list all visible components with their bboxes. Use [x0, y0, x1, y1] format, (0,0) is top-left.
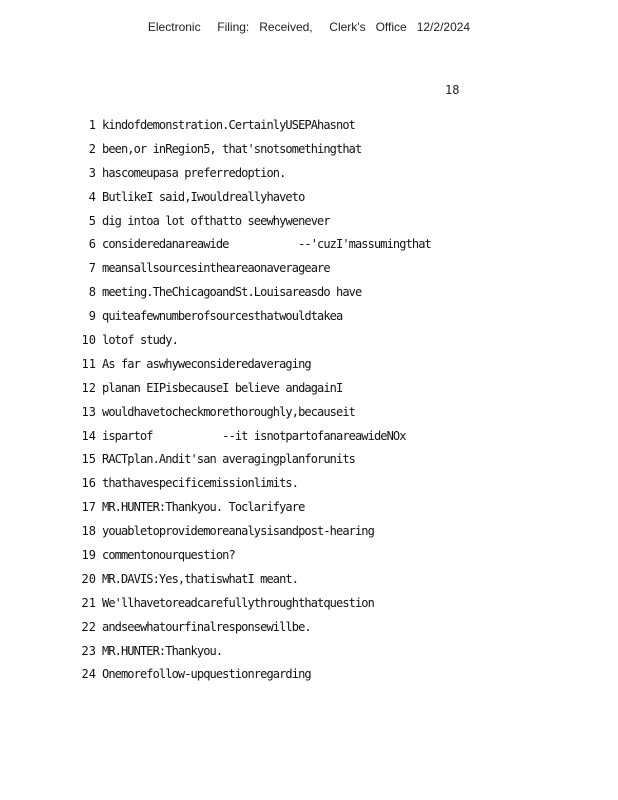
transcript-line	[0, 428, 618, 452]
line-number: 4	[88, 189, 96, 204]
transcript-line	[0, 236, 618, 260]
transcript-line	[0, 380, 618, 404]
filing-stamp-header: Electronic Filing: Received, Clerk's Office 12/2/2024	[147, 20, 471, 34]
line-text: We'llhavetoreadcarefullythroughthatquestion	[102, 595, 374, 610]
transcript-line	[0, 643, 618, 667]
transcript-line	[0, 523, 618, 547]
transcript-line	[0, 284, 618, 308]
line-number: 22	[81, 619, 96, 634]
transcript-line	[0, 189, 618, 213]
transcript-line	[0, 356, 618, 380]
line-number: 2	[88, 141, 96, 156]
line-text: lotof study.	[102, 333, 178, 348]
line-text: As far aswhyweconsideredaveraging	[102, 356, 311, 371]
line-text: andseewhatourfinalresponsewillbe.	[102, 619, 311, 634]
transcript-line	[0, 404, 618, 428]
line-text: MR.DAVIS:Yes,thatiswhatI meant.	[102, 571, 299, 586]
line-text: MR.HUNTER:Thankyou.	[102, 643, 223, 658]
line-text: dig intoa lot ofthatto seewhywenever	[102, 213, 330, 228]
line-number: 11	[81, 356, 96, 371]
line-text: MR.HUNTER:Thankyou. Toclarifyare	[102, 500, 305, 515]
line-number: 6	[88, 237, 96, 252]
line-text: ispartof --it isnotpartofanareawideNOx	[102, 428, 406, 443]
line-text: wouldhavetocheckmorethoroughly,becauseit	[102, 404, 355, 419]
transcript-line	[0, 213, 618, 237]
line-number: 17	[81, 500, 96, 515]
transcript-line	[0, 619, 618, 643]
line-text: meansallsourcesintheareaonaverageare	[102, 261, 330, 276]
line-number: 14	[81, 428, 96, 443]
transcript-line	[0, 571, 618, 595]
line-number: 20	[81, 571, 96, 586]
line-text: consideredanareawide --'cuzI'massumingthat	[102, 237, 431, 252]
page-number: 18	[445, 83, 460, 97]
line-number: 9	[88, 309, 96, 324]
line-number: 8	[88, 285, 96, 300]
transcript-line	[0, 666, 618, 690]
line-number: 15	[81, 452, 96, 467]
line-number: 24	[81, 667, 96, 682]
transcript-line	[0, 451, 618, 475]
line-text: thathavespecificemissionlimits.	[102, 476, 299, 491]
line-text: RACTplan.Andit'san averagingplanforunits	[102, 452, 355, 467]
line-number: 5	[88, 213, 96, 228]
line-number: 7	[88, 261, 96, 276]
line-text: ButlikeI said,Iwouldreallyhaveto	[102, 189, 305, 204]
transcript-line	[0, 332, 618, 356]
transcript-body	[0, 117, 618, 690]
line-number: 21	[81, 595, 96, 610]
line-number: 18	[81, 524, 96, 539]
line-text: planan EIPisbecauseI believe andagainI	[102, 380, 343, 395]
line-text: hascomeupasa preferredoption.	[102, 165, 286, 180]
transcript-line	[0, 499, 618, 523]
transcript-line	[0, 141, 618, 165]
transcript-line	[0, 260, 618, 284]
line-number: 3	[88, 165, 96, 180]
line-text: quiteafewnumberofsourcesthatwouldtakea	[102, 309, 343, 324]
line-number: 12	[81, 380, 96, 395]
line-number: 1	[88, 118, 96, 132]
line-number: 19	[81, 548, 96, 563]
line-text: youabletoprovidemoreanalysisandpost-hearing	[102, 524, 374, 539]
transcript-line	[0, 308, 618, 332]
line-number: 10	[81, 333, 96, 348]
transcript-line	[0, 117, 618, 141]
line-text: been,or inRegion5, that'snotsomethingthat	[102, 141, 362, 156]
transcript-line	[0, 475, 618, 499]
line-text: meeting.TheChicagoandSt.Louisareasdo have	[102, 285, 362, 300]
line-text: Onemorefollow-upquestionregarding	[102, 667, 311, 682]
transcript-line	[0, 165, 618, 189]
line-text: kindofdemonstration.CertainlyUSEPAhasnot	[102, 118, 355, 132]
line-text: commentonourquestion?	[102, 548, 235, 563]
line-number: 23	[81, 643, 96, 658]
line-number: 16	[81, 476, 96, 491]
transcript-line	[0, 547, 618, 571]
line-number: 13	[81, 404, 96, 419]
transcript-line	[0, 595, 618, 619]
